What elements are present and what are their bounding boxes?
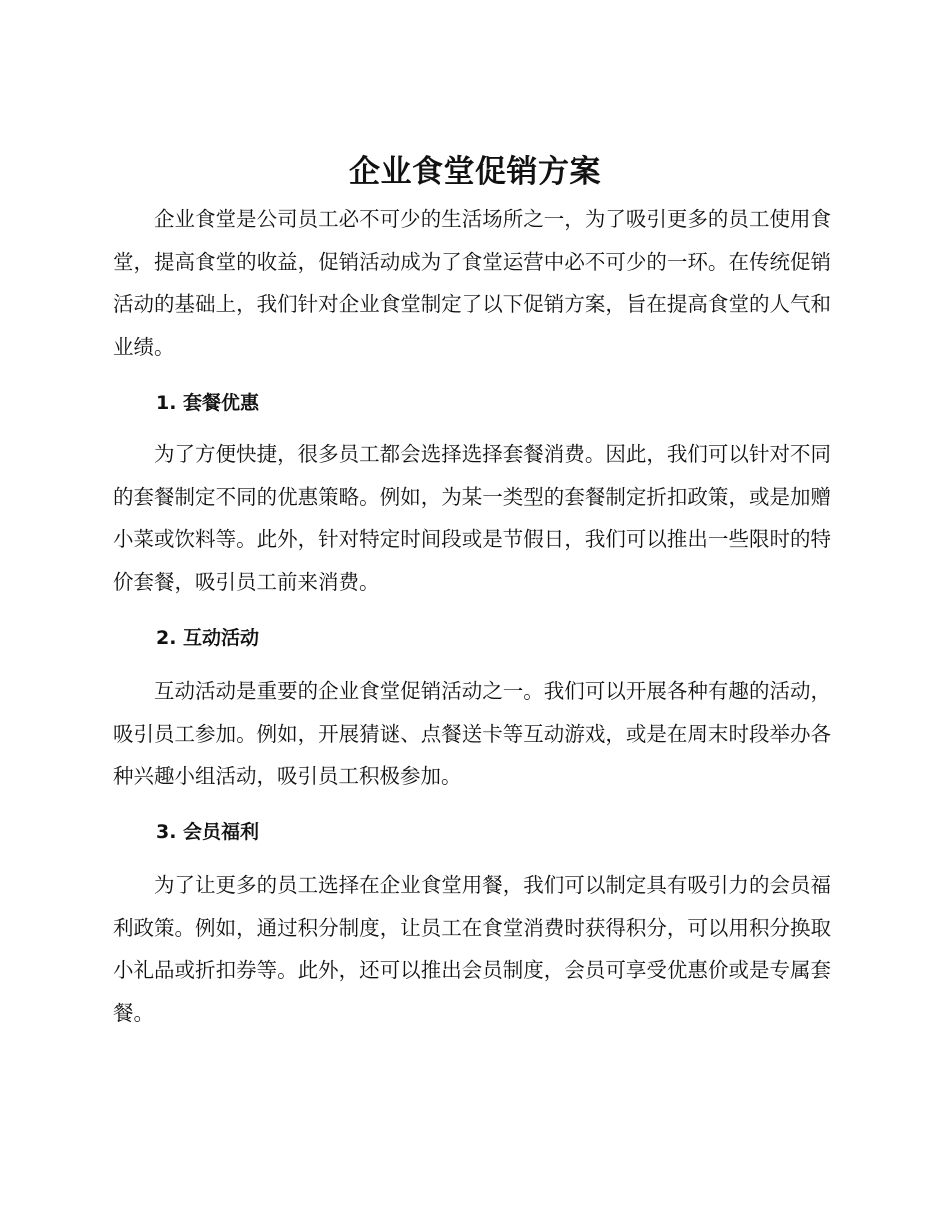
section-heading-interactive-activities: 2. 互动活动 bbox=[156, 627, 260, 649]
section-heading-set-meal-discount: 1. 套餐优惠 bbox=[156, 392, 260, 414]
intro-paragraph: 企业食堂是公司员工必不可少的生活场所之一，为了吸引更多的员工使用食堂，提高食堂的收益，促销活动成为了食堂运营中必不可少的一环。在传统促销活动的基础上，我们针对企业食堂制定了以下促销方案，旨在提高食堂的人气和业绩。 bbox=[113, 207, 831, 359]
document-title: 企业食堂促销方案 bbox=[349, 154, 601, 190]
section-body-set-meal-discount: 为了方便快捷，很多员工都会选择选择套餐消费。因此，我们可以针对不同的套餐制定不同的优惠策略。例如，为某一类型的套餐制定折扣政策，或是加赠小菜或饮料等。此外，针对特定时间段或是节假日，我们可以推出一些限时的特价套餐，吸引员工前来消费。 bbox=[113, 442, 831, 594]
section-body-interactive-activities: 互动活动是重要的企业食堂促销活动之一。我们可以开展各种有趣的活动，吸引员工参加。例如，开展猜谜、点餐送卡等互动游戏，或是在周末时段举办各种兴趣小组活动，吸引员工积极参加。 bbox=[113, 679, 831, 788]
section-heading-member-benefits: 3. 会员福利 bbox=[156, 821, 260, 843]
section-body-member-benefits: 为了让更多的员工选择在企业食堂用餐，我们可以制定具有吸引力的会员福利政策。例如，通过积分制度，让员工在食堂消费时获得积分，可以用积分换取小礼品或折扣券等。此外，还可以推出会员制度，会员可享受优惠价或是专属套餐。 bbox=[113, 873, 831, 1025]
